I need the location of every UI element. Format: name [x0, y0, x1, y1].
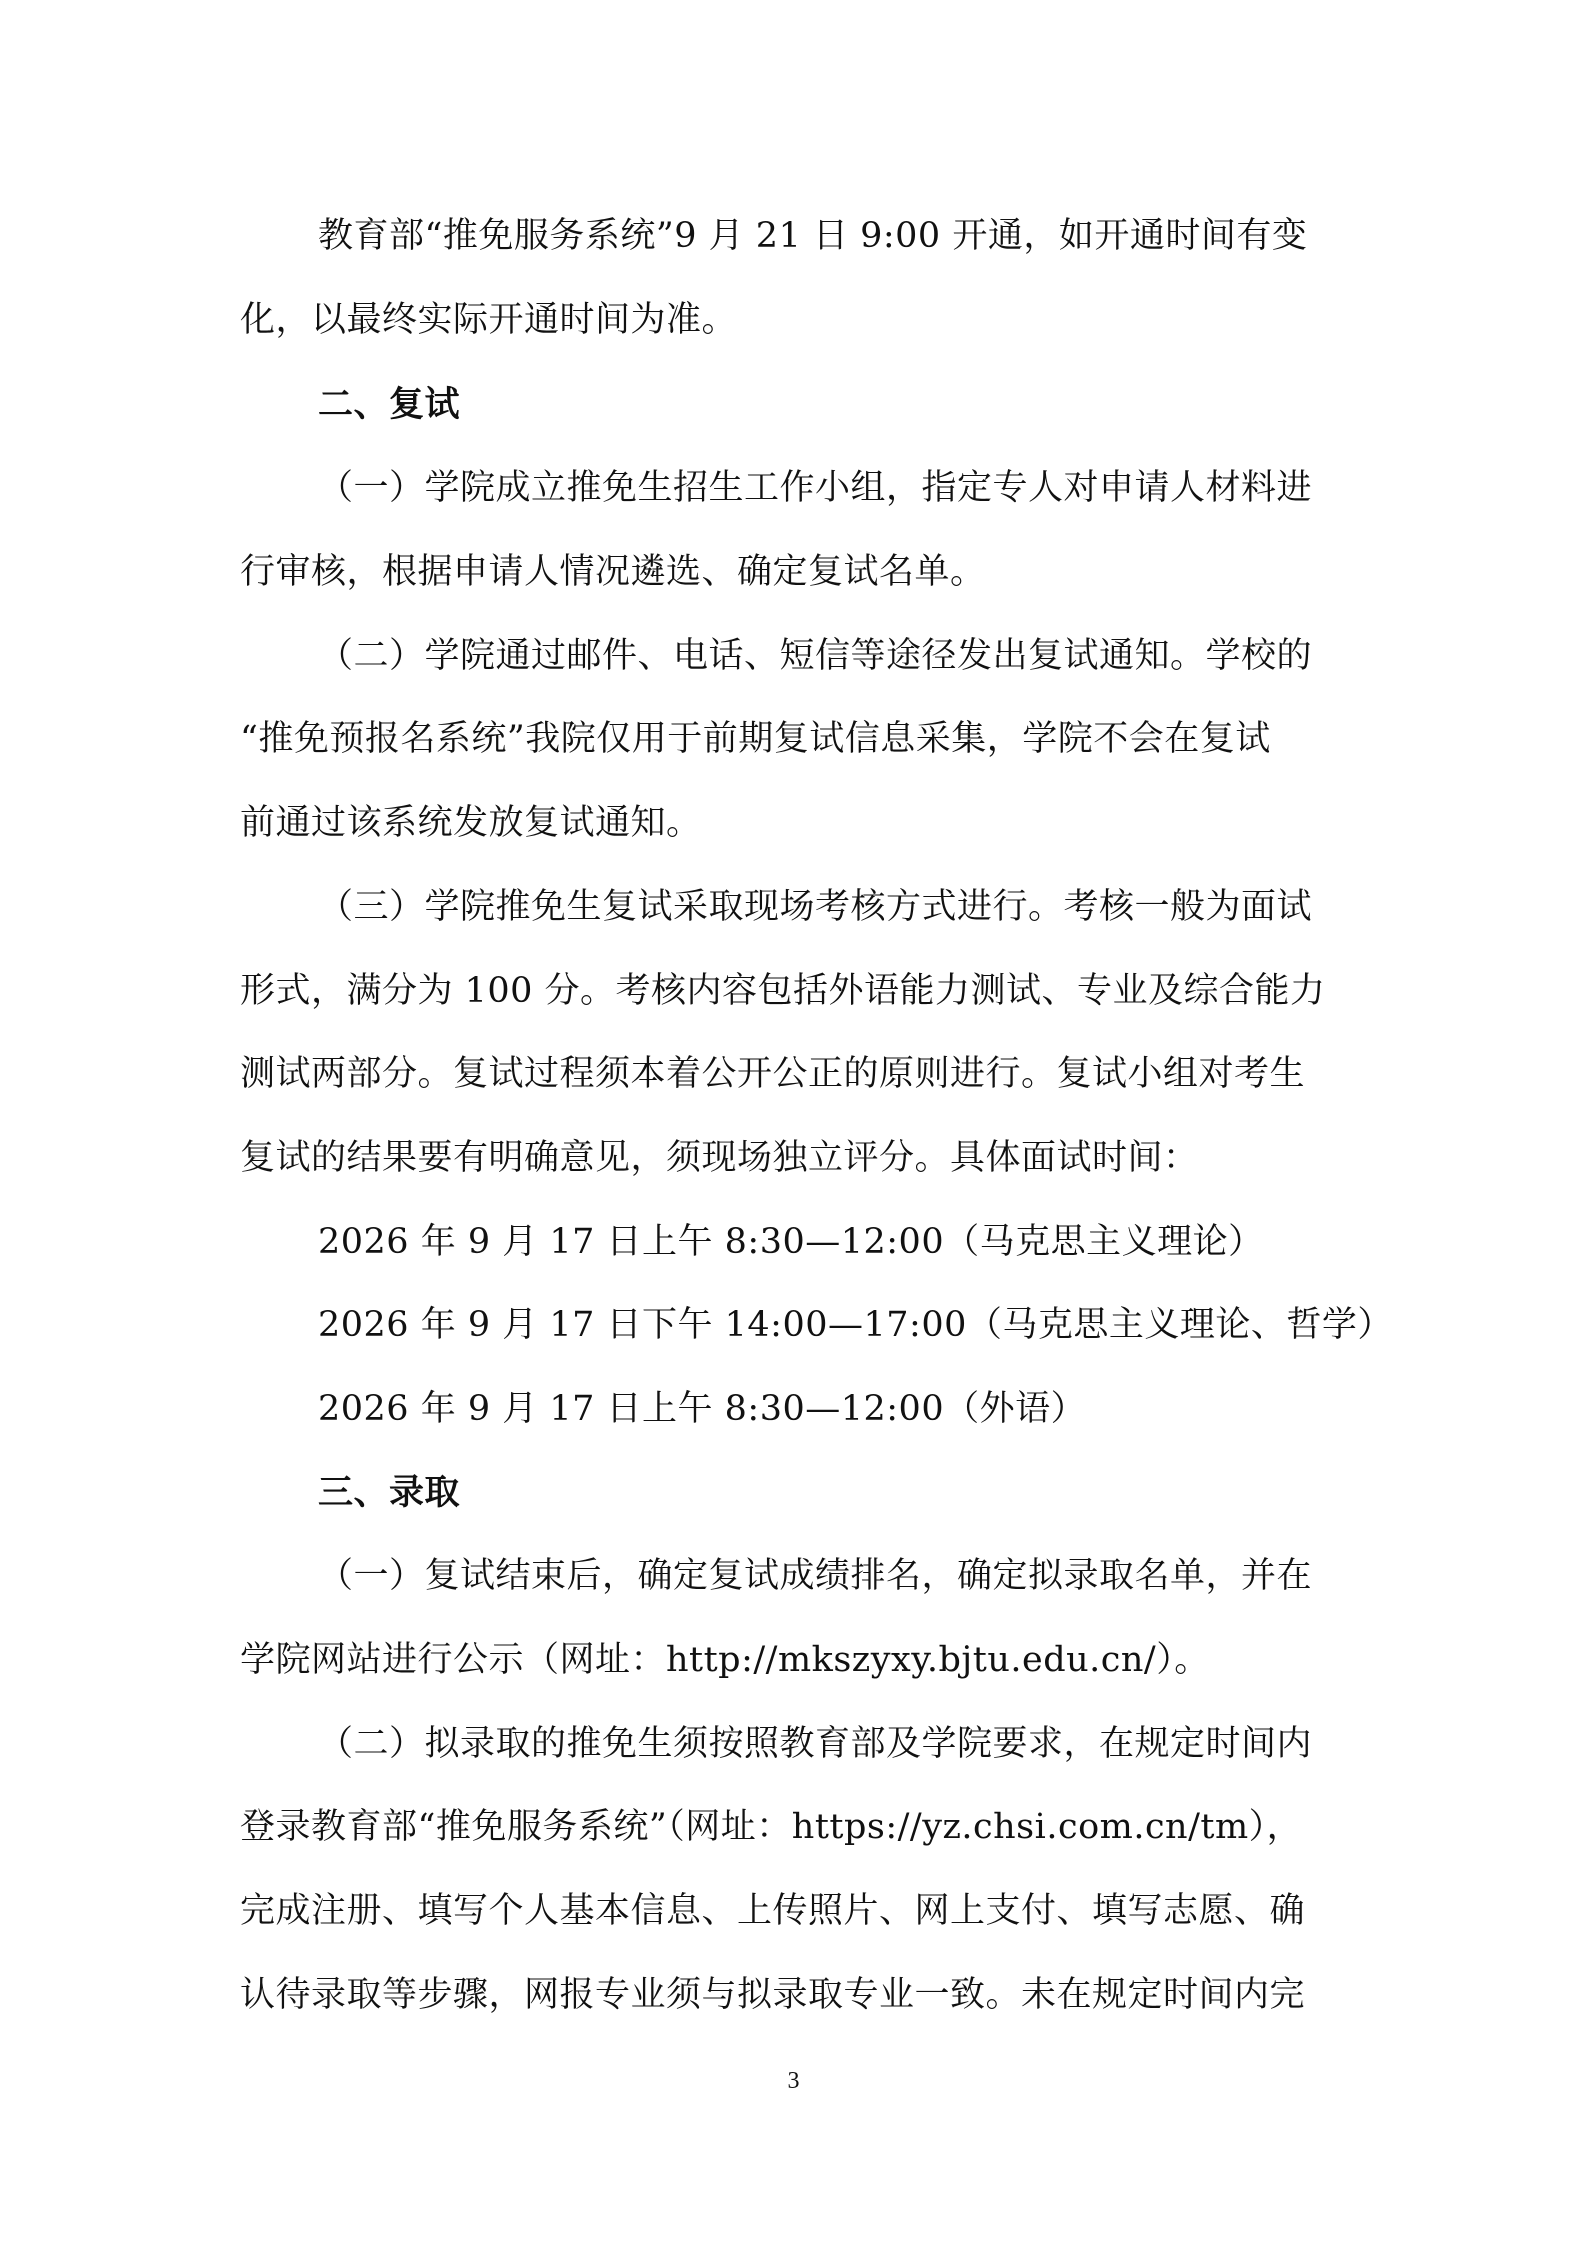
- paragraph-line: 化，以最终实际开通时间为准。: [240, 300, 738, 340]
- paragraph-line: 认待录取等步骤，网报专业须与拟录取专业一致。未在规定时间内完: [240, 1975, 1306, 2015]
- section-heading: 三、录取: [318, 1473, 461, 1513]
- paragraph-line: （一）学院成立推免生招生工作小组，指定专人对申请人材料进: [318, 468, 1313, 508]
- paragraph-line: （一）复试结束后，确定复试成绩排名，确定拟录取名单，并在: [318, 1556, 1313, 1596]
- schedule-line: 2026 年 9 月 17 日下午 14:00—17:00（马克思主义理论、哲学）: [318, 1305, 1393, 1345]
- paragraph-line: 复试的结果要有明确意见，须现场独立评分。具体面试时间：: [240, 1138, 1199, 1178]
- paragraph-line: 测试两部分。复试过程须本着公开公正的原则进行。复试小组对考生: [240, 1054, 1306, 1094]
- paragraph-line: 完成注册、填写个人基本信息、上传照片、网上支付、填写志愿、确: [240, 1891, 1306, 1931]
- page-number: 3: [787, 2068, 800, 2094]
- paragraph-line: 行审核，根据申请人情况遴选、确定复试名单。: [240, 552, 986, 592]
- section-heading: 二、复试: [318, 385, 461, 425]
- paragraph-line: “推免预报名系统”我院仅用于前期复试信息采集，学院不会在复试: [240, 719, 1271, 759]
- paragraph-line: （二）拟录取的推免生须按照教育部及学院要求，在规定时间内: [318, 1724, 1313, 1764]
- paragraph-line: 学院网站进行公示（网址：http://mkszyxy.bjtu.edu.cn/）。: [240, 1640, 1210, 1680]
- paragraph-line: （三）学院推免生复试采取现场考核方式进行。考核一般为面试: [318, 887, 1313, 927]
- schedule-line: 2026 年 9 月 17 日上午 8:30—12:00（马克思主义理论）: [318, 1222, 1264, 1262]
- paragraph-line: 登录教育部“推免服务系统”（网址：https://yz.chsi.com.cn/tm），: [240, 1807, 1303, 1847]
- schedule-line: 2026 年 9 月 17 日上午 8:30—12:00（外语）: [318, 1389, 1087, 1429]
- paragraph-line: （二）学院通过邮件、电话、短信等途径发出复试通知。学校的: [318, 636, 1313, 676]
- paragraph-line: 前通过该系统发放复试通知。: [240, 803, 702, 843]
- paragraph-line: 形式，满分为 100 分。考核内容包括外语能力测试、专业及综合能力: [240, 971, 1326, 1011]
- paragraph-line: 教育部“推免服务系统”9 月 21 日 9:00 开通，如开通时间有变: [318, 216, 1308, 256]
